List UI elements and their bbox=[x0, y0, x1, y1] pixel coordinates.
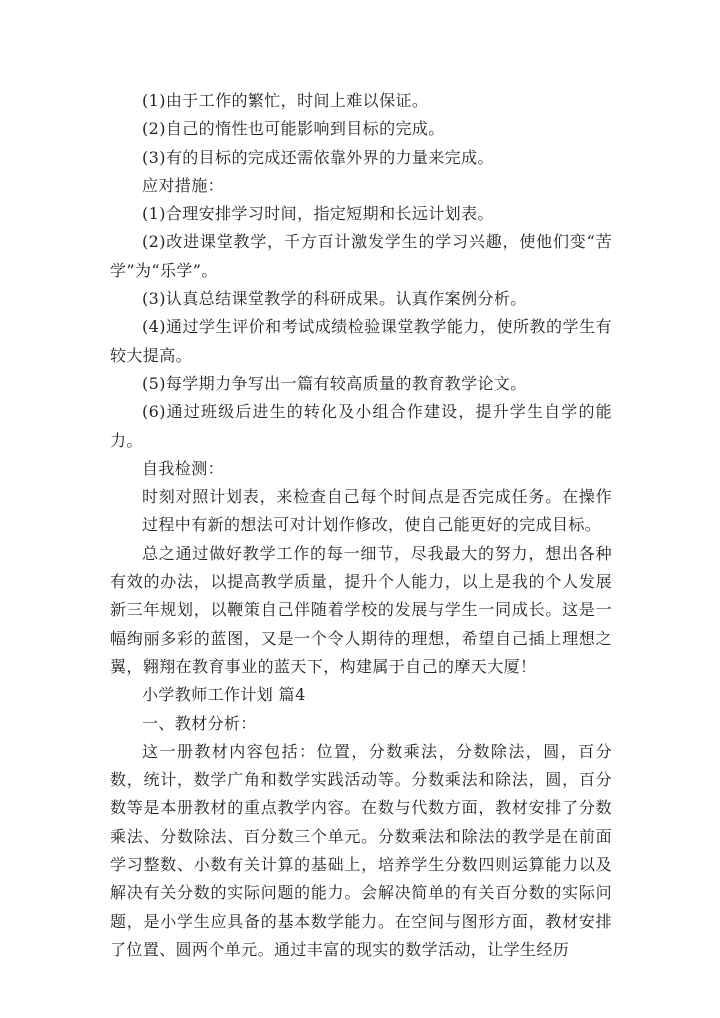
document-page bbox=[110, 87, 612, 964]
paragraph: (4)通过学生评价和考试成绩检验课堂教学能力，使所教的学生有较大提高。 bbox=[110, 317, 612, 365]
paragraph: 一、教材分析： bbox=[142, 713, 257, 733]
paragraph: (1)由于工作的繁忙，时间上难以保证。 bbox=[142, 91, 429, 110]
paragraph: 自我检测： bbox=[142, 458, 225, 478]
paragraph: 时刻对照计划表，来检查自己每个时间点是否完成任务。在操作过程中有新的想法可对计划作修改，使自己能更好的完成目标。 bbox=[142, 487, 612, 535]
paragraph: 总之通过做好教学工作的每一细节，尽我最大的努力，想出各种有效的办法，以提高教学质量，提升个人能力，以上是我的个人发展新三年规划，以鞭策自己伴随着学校的发展与学生一同成长。这是一幅绚丽多彩的蓝图，又是一个令人期待的理想，希望自己插上理想之翼，翱翔在教育事业的蓝天下，构建属于自己的摩天大厦！ bbox=[110, 543, 612, 676]
paragraph: 小学教师工作计划 篇4 bbox=[142, 685, 306, 705]
paragraph: (2)改进课堂教学，千方百计激发学生的学习兴趣，使他们变“苦学”为“乐学”。 bbox=[110, 232, 612, 280]
paragraph: (2)自己的惰性也可能影响到目标的完成。 bbox=[142, 119, 445, 139]
paragraph: (6)通过班级后进生的转化及小组合作建设，提升学生自学的能力。 bbox=[110, 402, 612, 450]
paragraph: 应对措施： bbox=[142, 175, 225, 195]
paragraph: (1)合理安排学习时间，指定短期和长远计划表。 bbox=[142, 204, 494, 224]
paragraph: (3)有的目标的完成还需依靠外界的力量来完成。 bbox=[142, 147, 494, 167]
paragraph: (3)认真总结课堂教学的科研成果。认真作案例分析。 bbox=[142, 289, 527, 309]
paragraph: (5)每学期力争写出一篇有较高质量的教育教学论文。 bbox=[142, 373, 527, 393]
paragraph: 这一册教材内容包括：位置，分数乘法，分数除法，圆，百分数，统计，数学广角和数学实践活动等。分数乘法和除法，圆，百分数等是本册教材的重点教学内容。在数与代数方面，教材安排了分数乘法、分数除法、百分数三个单元。分数乘法和除法的教学是在前面学习整数、小数有关计算的基础上，培养学生分数四则运算能力以及解决有关分数的实际问题的能力。会解决简单的有关百分数的实际问题，是小学生应具备的基本数学能力。在空间与图形方面，教材安排了位置、圆两个单元。通过丰富的现实的数学活动，让学生经历 bbox=[110, 741, 612, 959]
